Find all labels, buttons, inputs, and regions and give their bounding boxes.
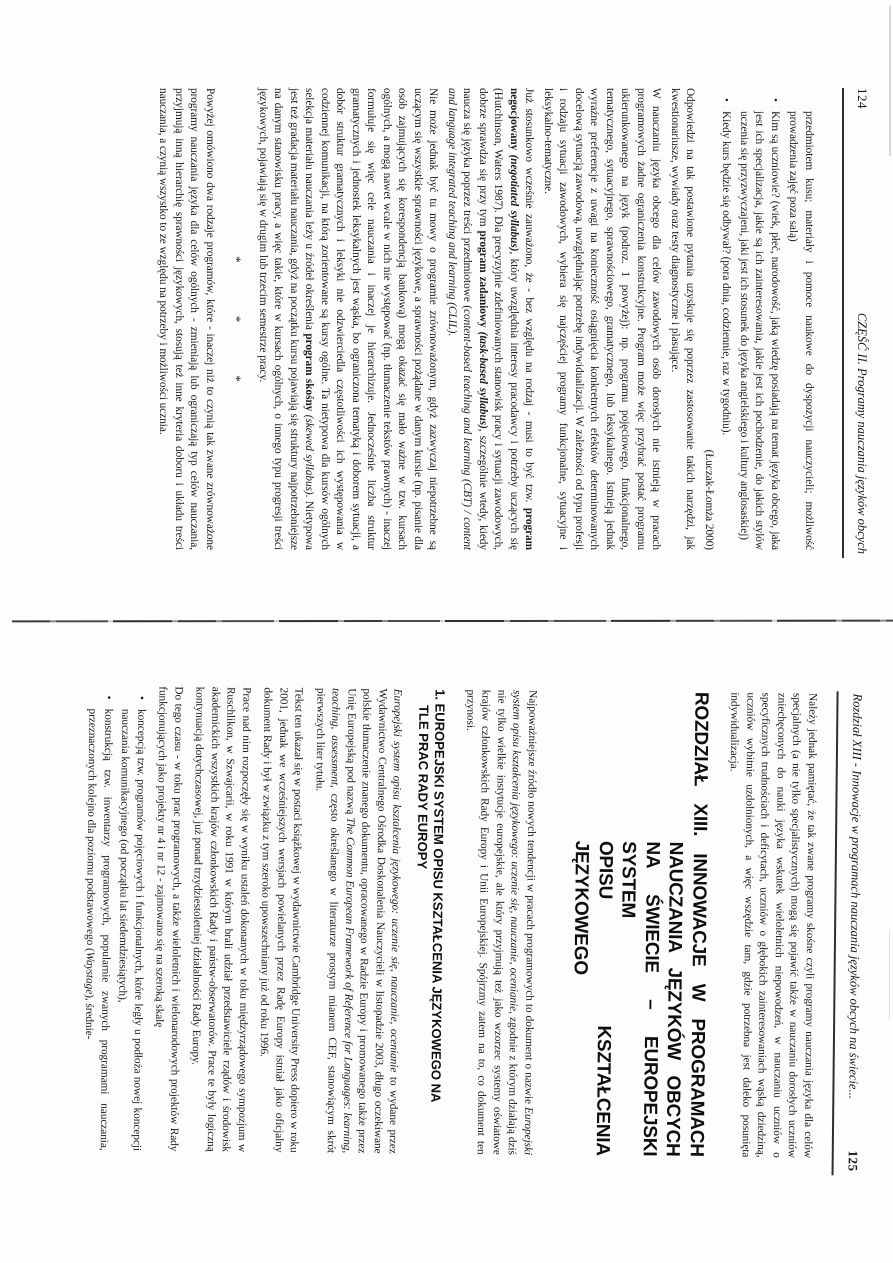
bullet: [718, 88, 734, 550]
running-header-124: [854, 88, 870, 554]
text-run: Należy jednak pamiętać, że tak zwane programy skośne czyli programy nauczania języka dla celów specjalnych (a nie tylko specjalistycznych) mogą się pojawić także w nauczaniu dorosłych uczniów zniechęconych do nauki języka wskutek wieloletnich niepowodzeń, w nauczaniu uczniów o specyficznych trudnościach i deficytach, uczniów o głębokich zainteresowaniach wąską dziedziną, uczniów wybitnie uzdolnionych, a więc wszędzie tam, gdzie potrzebna jest daleko posunięta indywidualizacja.: [728, 692, 819, 1159]
running-header-125: [845, 693, 866, 1171]
text-run: konstrukcją tzw. inwentarzy programowych, popularnie zwanych programami nauczania, przeznaczonych kolejno dla poziomu podstawowego (: [84, 708, 115, 1151]
text-run: Już stosunkowo wcześnie zauważono, że - bez względu na rodzaj - musi to być tzw.: [523, 88, 536, 508]
text-run: (task-based syllabus): [477, 331, 489, 429]
bullet: [113, 686, 149, 1151]
bullet-icon: •: [720, 98, 733, 102]
text-run: .: [446, 333, 458, 337]
chapter-heading-line: NAUCZANIA JĘZYKÓW OBCYCH: [662, 841, 687, 1157]
chapter-heading-line: NA ŚWIECIE – EUROPEJSKI SYSTEM: [617, 841, 664, 1157]
header-rule-124: [842, 88, 844, 558]
page-125-wrapper: [42, 648, 880, 1240]
text-run: Prace nad nim rozpoczęły się w wyniku ustaleń dokonanych w toku międzyrządowego sympozjum w Ruschlikon, w Szwajcarii, w roku 1991 w którym brali udział przedstawiciele rządów i środowisk akademickich wszystkich krajów członkowskich Rady i państw-obserwatorów. Prace te były logiczną kontynuacją dotychczasowej, już ponad trzydziestoletniej działalności Rady Europy.: [190, 686, 253, 1153]
text-run: , zgodnie z którym działają dziś nie tylko wielkie instytucje europejskie, ale który przyjmują też jako wzorzec systemy oświatowe krajów członkowskich Rady Europy i Unii Europejskiej. Spójrzmy zatem na to, co dokument ten przynosi.: [464, 689, 520, 1156]
page-number-125: 125: [845, 1150, 861, 1172]
text-run: Kiedy kurs będzie się odbywał? (pora dnia, codziennie, raz w tygodniu).: [720, 111, 733, 436]
bullet-text: [718, 111, 734, 550]
page-124-wrapper: [42, 30, 880, 622]
paragraph-continuation: [785, 88, 816, 550]
scan-edge-artifact: [889, 6, 891, 156]
text-run: , często określanego w literaturze prostym mianem CEF, stanowiącym skrót pierwszych liter tytułu.: [313, 687, 342, 1154]
par: [307, 688, 405, 1154]
header-rule-125: [832, 691, 839, 1175]
section-heading-line: 1. EUROPEJSKI SYSTEM OPISU KSZTAŁCENIA JĘZYKOWEGO NA: [428, 689, 449, 1103]
par: [540, 88, 664, 550]
par: [255, 88, 441, 550]
bullet-text: [736, 111, 783, 550]
text-run: Europejski system opisu kształcenia językowego: uczenie się, nauczanie, ocenianie: [388, 688, 405, 1073]
bullet-icon: •: [102, 695, 115, 700]
text-run: content and language integrated teaching and learning (CLIL): [446, 88, 474, 551]
par: [457, 689, 539, 1155]
text-run: Odpowiedzi na tak postawione pytania uzyskuje się poprzez zastosowanie takich narzędzi, jak kwestionariusze, wywiady oraz testy diagnostyczne i plasujące.: [669, 88, 697, 550]
text-run: (negotiated syllabus): [508, 154, 520, 252]
bullet-icon: •: [769, 98, 781, 102]
text-run: przedmiotem kusu; materiały i pomoce naukowe do dyspozycji nauczycieli; możliwość prowadzenia zajęć poza salą): [787, 111, 815, 550]
page-number-124: 124: [855, 88, 870, 109]
text-run: Do tego czasu - w toku prac programowych, a także wieloletnich i wielonarodowych projektów Rady funkcjonujących jako projekty nr 4 i nr 12 - zajmowano się na szeroką skalę: [153, 686, 185, 1152]
text-run: program skośny: [303, 333, 316, 412]
stars: * * *: [229, 256, 245, 382]
page-125: [36, 648, 880, 1249]
chapter-heading-line: OPISU KSZTAŁCENIA JĘZYKOWEGO: [570, 840, 617, 1157]
text-run: koncepcją tzw. programów pojęciowych i funkcjonalnych, które legły u podłoża nowej koncepcji nauczania komunikacyjnego (od początku lat siedemdziesiątych),: [116, 708, 148, 1152]
bullet: [736, 88, 783, 550]
par: [255, 687, 306, 1152]
text-run: Kim są uczniowie? (wiek, płeć, narodowość, jaką wiedzę posiadają na temat języka obcego, jaka jest ich specjalizacja, jakie są ich zainteresowania, jakie jest ich pochodzenie, do jakich stylów uczenia się przyzwyczajeni, jaki jest ich stosunek do języka angielskiego i kultury anglosaskiej): [738, 111, 781, 550]
text-run: ), średnie-: [83, 994, 96, 1040]
text-run: (Łuczak-Łomża 2000): [703, 449, 715, 550]
text-run: , który uwzględnia interesy pracodawcy i potrzeby uczących się (Hutchinson, Waters 1987). Dla precyzyjnie zdefiniowanych stanowisk pracy i sytuacji zawodowych, dobrze sprawdza się przy tym: [477, 88, 520, 550]
text-run: content-based teaching and learning (CBT): [461, 309, 474, 507]
citation: [701, 88, 717, 550]
running-header-title-125: Rozdział XIII - Innowacje w programach nauczania języków obcych na świecie...: [846, 693, 865, 1099]
text-run: program zadaniowy: [477, 230, 489, 328]
text-run: , szczególnie wtedy, kiedy naucza się języka poprzez treści przedmiotowe (: [461, 88, 489, 550]
text-run: /: [461, 506, 474, 518]
par: [155, 88, 217, 550]
par: [150, 686, 186, 1151]
chapter-heading-line: ROZDZIAŁ XIII. INNOWACJE W PROGRAMACH: [685, 691, 712, 1157]
bullet: [80, 685, 116, 1150]
text-run: (skewed syllabus): [303, 414, 316, 495]
bullet-icon: •: [135, 695, 148, 700]
text-column-125: [78, 685, 820, 1158]
running-header-title-124: CZĘŚĆ II. Programy nauczania języków obcych: [855, 312, 869, 554]
section-heading: [410, 689, 448, 1154]
text-run: to wydane przez Wydawnictwo Centralnego Ośrodka Doskonalenia Nauczycieli w listopadzie 2003, długo oczekiwane polskie tłumaczenie znanego dokumentu, opracowanego w Radzie Europy i promowanego także przez Unię Europejską pod nazwą: [344, 688, 401, 1154]
text-run: Nie może jednak być tu mowy o programie zrównoważonym, gdyż zazwyczaj niepotrzebne są uczącym się wszystkie sprawności językowe, a sprawności pożądane w danym kursie (np. pisanie dla osób zajmujących się korespondencją bankową) mogą okazać się mało ważne w tzw. kursach ogólnych, a mogą nawet wcale w nich nie występować (np. tłumaczenie tekstów prawnych) - inaczej formułuje się więc cele nauczania i inaczej je hierarchizuje. Jednocześnie liczba struktur gramatycznych i jednostek leksykalnych jest wąska, bo ograniczona tematyką i doborem sytuacji, a dobór struktur gramatycznych i leksyki nie odzwierciedla częstotliwości ich występowania w codziennej komunikacji, na którą zorientowane są kursy ogólne. Ta nietypowa dla kursów ogólnych selekcja materiału nauczania leży u źródeł określenia: [303, 88, 440, 550]
bullet-text: [80, 708, 116, 1150]
text-column-124: [152, 88, 816, 550]
text-run: Waystage: [83, 951, 97, 995]
par: [667, 88, 698, 550]
text-run: W nauczaniu języka obcego dla celów zawodowych osób dorosłych nie istnieją w pracach programowych żadne ograniczenia konstrukcyjne. Program może więc przybrać postać programu ukierunkowanego na język (podroz. 1 powyżej): np. programu pojęciowego, funkcjonalnego, tematycznego, sytuacyjnego, sprawnościowego, gramatycznego, lub leksykalnego. Istnieją jednak wyraźne preferencje z uwagi na konieczność osiągnięcia konkretnych efektów determinowanych docelową sytuacją zawodową, uwzględniając potrzebę indywidualizacji. W zależności od typu profesji i rodzaju sytuacji zawodowych, wybiera się najczęściej programy funkcjonalne, sytuacyjne i leksykalno-tematyczne.: [542, 88, 663, 550]
scan-edge-artifact: [889, 930, 891, 1020]
text-run: Najpoważniejsze źródło nowych tendencji w pracach programowych to dokument o nazwie: [522, 690, 539, 1108]
page-124: [42, 30, 880, 622]
text-run: . Nietypowa jest też gradacja materiału nauczania, gdyż na początku kursu pojawiają się struktury najpotrzebniejsze na danym stanowisku pracy, a więc takie, które w kursach ogólnych, o innego typu progresji treści językowych, pojawiają się w drugim lub trzecim semestrze pracy.: [257, 88, 316, 550]
text-run: Powyżej omówiono dwa rodzaje programów, które - inaczej niż to czynią tak zwane zrównoważone programy nauczania języka dla celów ogólnych - zmieniają lub ograniczają typ celów nauczania, przyjmują inną hierarchię sprawności językowych, stosują też inne kryteria doboru i układu treści nauczania, a czynią wszystko to ze względu na potrzeby i możliwości ucznia.: [157, 88, 216, 550]
par: [187, 687, 254, 1153]
text-run: The Common European Framework of Reference for Languages: learning, teaching, assessment: [329, 688, 357, 1154]
bullet-text: [113, 709, 149, 1151]
text-run: Tekst ten ukazał się w postaci książkowej w wydawnictwie Cambridge University Press dopiero w roku 2001, jednak we wcześniejszych wersjach powielanych przez Radę Europy istniał jako oficjalny dokument Rady i był w związku z tym szeroko upowszechniany już od roku 1996.: [258, 687, 306, 1153]
par: [444, 88, 537, 550]
text-run: Europejski system opisu kształcenia językowego: uczenie się, nauczanie, ocenianie: [507, 689, 535, 1156]
par: [722, 692, 820, 1158]
chapter-heading: [567, 691, 713, 1157]
section-heading-line: TLE PRAC RADY EUROPY: [414, 704, 432, 870]
text-run: program negocjowany: [508, 88, 536, 550]
